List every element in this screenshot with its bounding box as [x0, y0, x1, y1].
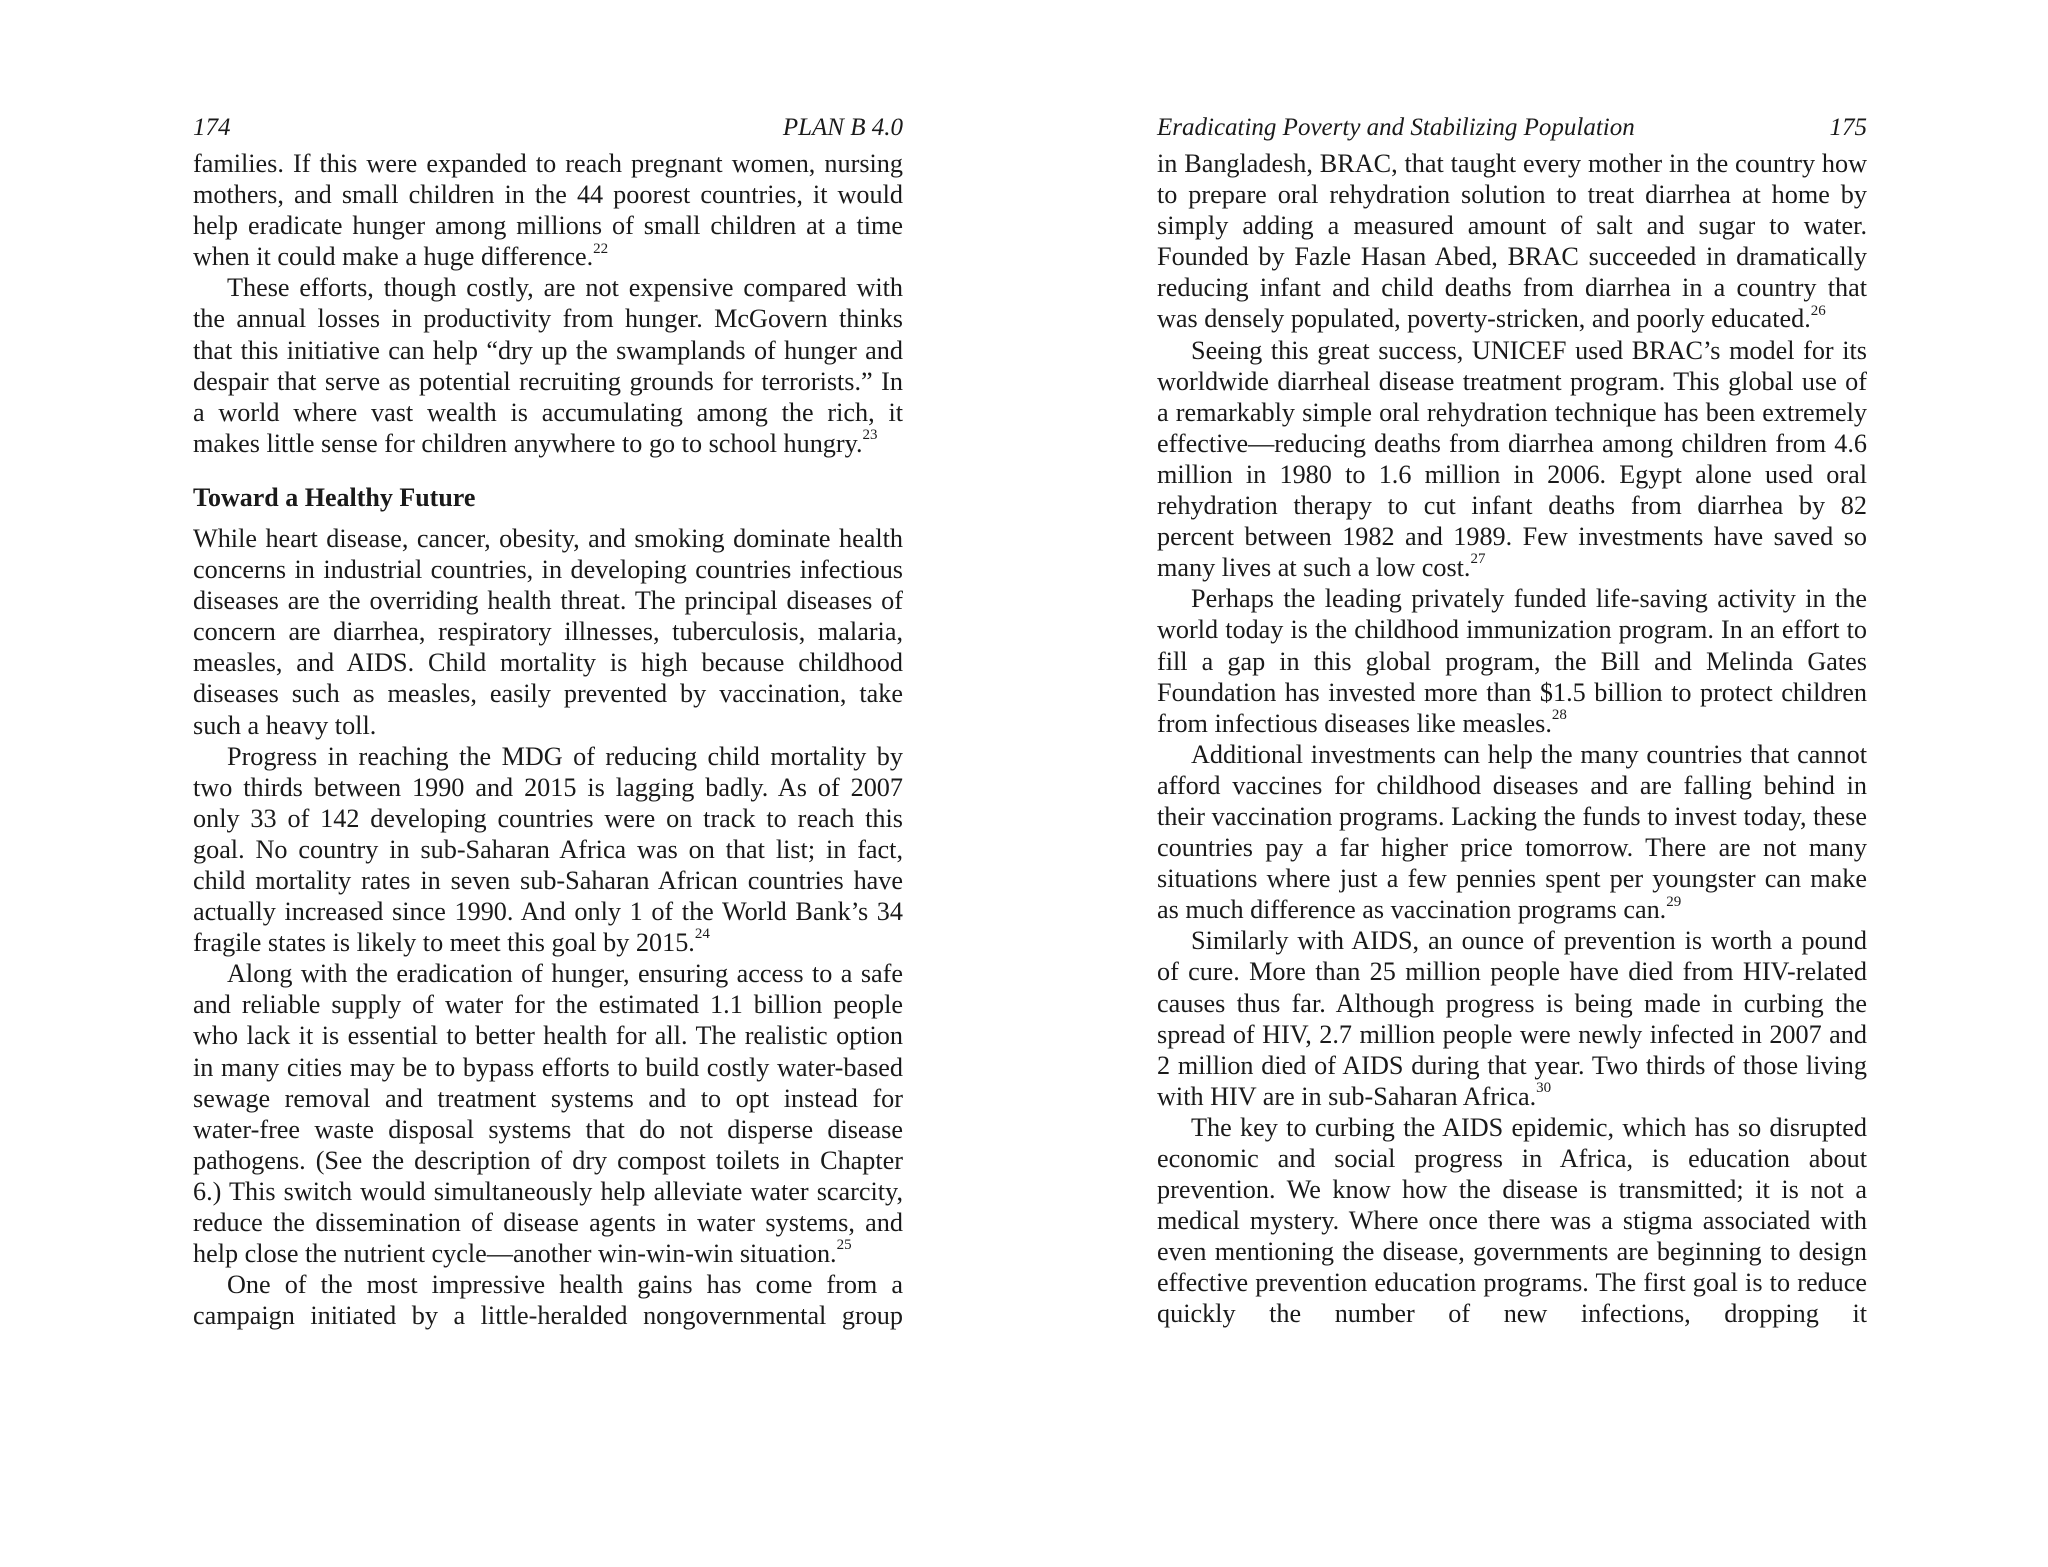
paragraph-text: Along with the eradication of hunger, ensuring access to a safe and reliable supply of water for the estimated 1.1 billion people who lack it is essential to better health for all. The realistic option in many cities may be to bypass efforts to build costly water-based sewage removal and treatment systems and to opt instead for water-free waste disposal systems that do not disperse disease pathogens. (See the description of dry compost toilets in Chapter 6.) This switch would simultaneously help alleviate water scarcity, reduce the dissemination of disease agents in water systems, and help close the nutrient cycle—another win-win-win situation.: [193, 959, 903, 1269]
footnote-marker: 22: [593, 240, 609, 257]
left-page: [193, 108, 903, 1331]
paragraph-text: While heart disease, cancer, obesity, and smoking dominate health concerns in industrial countries, in developing countries infectious diseases are the overriding health threat. The principal diseases of concern are diarrhea, respiratory illnesses, tuberculosis, malaria, measles, and AIDS. Child mortality is high because childhood diseases such as measles, easily prevented by vaccination, take such a heavy toll.: [193, 523, 903, 740]
paragraph: [193, 148, 903, 272]
running-title-left: PLAN B 4.0: [782, 114, 903, 141]
left-body-text: [193, 148, 903, 1331]
paragraph: [193, 1269, 903, 1331]
paragraph-text: Progress in reaching the MDG of reducing child mortality by two thirds between 1990 and 2015 is lagging badly. As of 2007 only 33 of 142 developing countries were on track to reach this goal. No country in sub-Saharan Africa was on that list; in fact, child mortality rates in seven sub-Saharan African countries have actually increased since 1990. And only 1 of the World Bank’s 34 fragile states is likely to meet this goal by 2015.: [193, 741, 903, 958]
paragraph-text: families. If this were expanded to reach pregnant women, nursing mothers, and small children in the 44 poorest countries, it would help eradicate hunger among millions of small children at a time when it could make a huge difference.: [193, 149, 903, 272]
right-body-text: [1157, 148, 1867, 1330]
paragraph: [193, 272, 903, 459]
page-number-right: 175: [1829, 114, 1867, 141]
paragraph-text: These efforts, though costly, are not expensive compared with the annual losses in productivity from hunger. McGovern thinks that this initiative can help “dry up the swamplands of hunger and despair that serve as potential recruiting grounds for terrorists.” In a world where vast wealth is accumulating among the rich, it makes little sense for children anywhere to go to school hungry.: [193, 273, 903, 458]
footnote-marker: 27: [1470, 551, 1486, 568]
paragraph-text: Seeing this great success, UNICEF used BRAC’s model for its worldwide diarrheal disease treatment program. This global use of a remarkably simple oral rehydration technique has been extremely effective—reducing deaths from diarrhea among children from 4.6 million in 1980 to 1.6 million in 2006. Egypt alone used oral rehydration therapy to cut infant deaths from diarrhea by 82 percent between 1982 and 1989. Few investments have saved so many lives at such a low cost.: [1157, 335, 1867, 583]
footnote-marker: 24: [694, 926, 710, 943]
footnote-marker: 26: [1810, 302, 1826, 319]
paragraph: [193, 741, 903, 959]
footnote-marker: 30: [1536, 1080, 1552, 1097]
right-page: [1157, 108, 1867, 1330]
footnote-marker: 25: [836, 1237, 852, 1254]
paragraph: [193, 523, 903, 741]
running-title-right: Eradicating Poverty and Stabilizing Population: [1157, 114, 1635, 141]
paragraph-text: Similarly with AIDS, an ounce of prevention is worth a pound of cure. More than 25 million people have died from HIV-related causes thus far. Although progress is being made in curbing the spread of HIV, 2.7 million people were newly infected in 2007 and 2 million died of AIDS during that year. Two thirds of those living with HIV are in sub-Saharan Africa.: [1157, 926, 1867, 1111]
paragraph: [1157, 925, 1867, 1112]
paragraph: [1157, 1112, 1867, 1330]
footnote-marker: 28: [1551, 706, 1567, 723]
paragraph-text: Perhaps the leading privately funded life-saving activity in the world today is the childhood immunization program. In an effort to fill a gap in this global program, the Bill and Melinda Gates Foundation has invested more than $1.5 billion to protect children from infectious diseases like measles.: [1157, 584, 1867, 738]
paragraph: [1157, 583, 1867, 738]
paragraph: [1157, 335, 1867, 584]
left-running-head: [193, 108, 903, 148]
page-number-left: 174: [193, 114, 231, 141]
footnote-marker: 29: [1666, 893, 1682, 910]
paragraph-text: One of the most impressive health gains has come from a campaign initiated by a little-heralded nongovernmental group: [193, 1270, 903, 1331]
paragraph: [1157, 739, 1867, 926]
paragraph: [1157, 148, 1867, 335]
paragraph: [193, 958, 903, 1269]
footnote-marker: 23: [862, 427, 878, 444]
paragraph-text: The key to curbing the AIDS epidemic, which has so disrupted economic and social progress in Africa, is education about prevention. We know how the disease is transmitted; it is not a medical mystery. Where once there was a stigma associated with even mentioning the disease, governments are beginning to design effective prevention education programs. The first goal is to reduce quickly the number of new infections, dropping it: [1157, 1112, 1867, 1329]
right-running-head: [1157, 108, 1867, 148]
paragraph-text: in Bangladesh, BRAC, that taught every mother in the country how to prepare oral rehydration solution to treat diarrhea at home by simply adding a measured amount of salt and sugar to water. Founded by Fazle Hasan Abed, BRAC succeeded in dramatically reducing infant and child deaths from diarrhea in a country that was densely populated, poverty-stricken, and poorly educated.: [1157, 149, 1867, 334]
paragraph-text: Additional investments can help the many countries that cannot afford vaccines for childhood diseases and are falling behind in their vaccination programs. Lacking the funds to invest today, these countries pay a far higher price tomorrow. There are not many situations where just a few pennies spent per youngster can make as much difference as vaccination programs can.: [1157, 739, 1867, 925]
section-heading: Toward a Healthy Future: [193, 482, 476, 512]
